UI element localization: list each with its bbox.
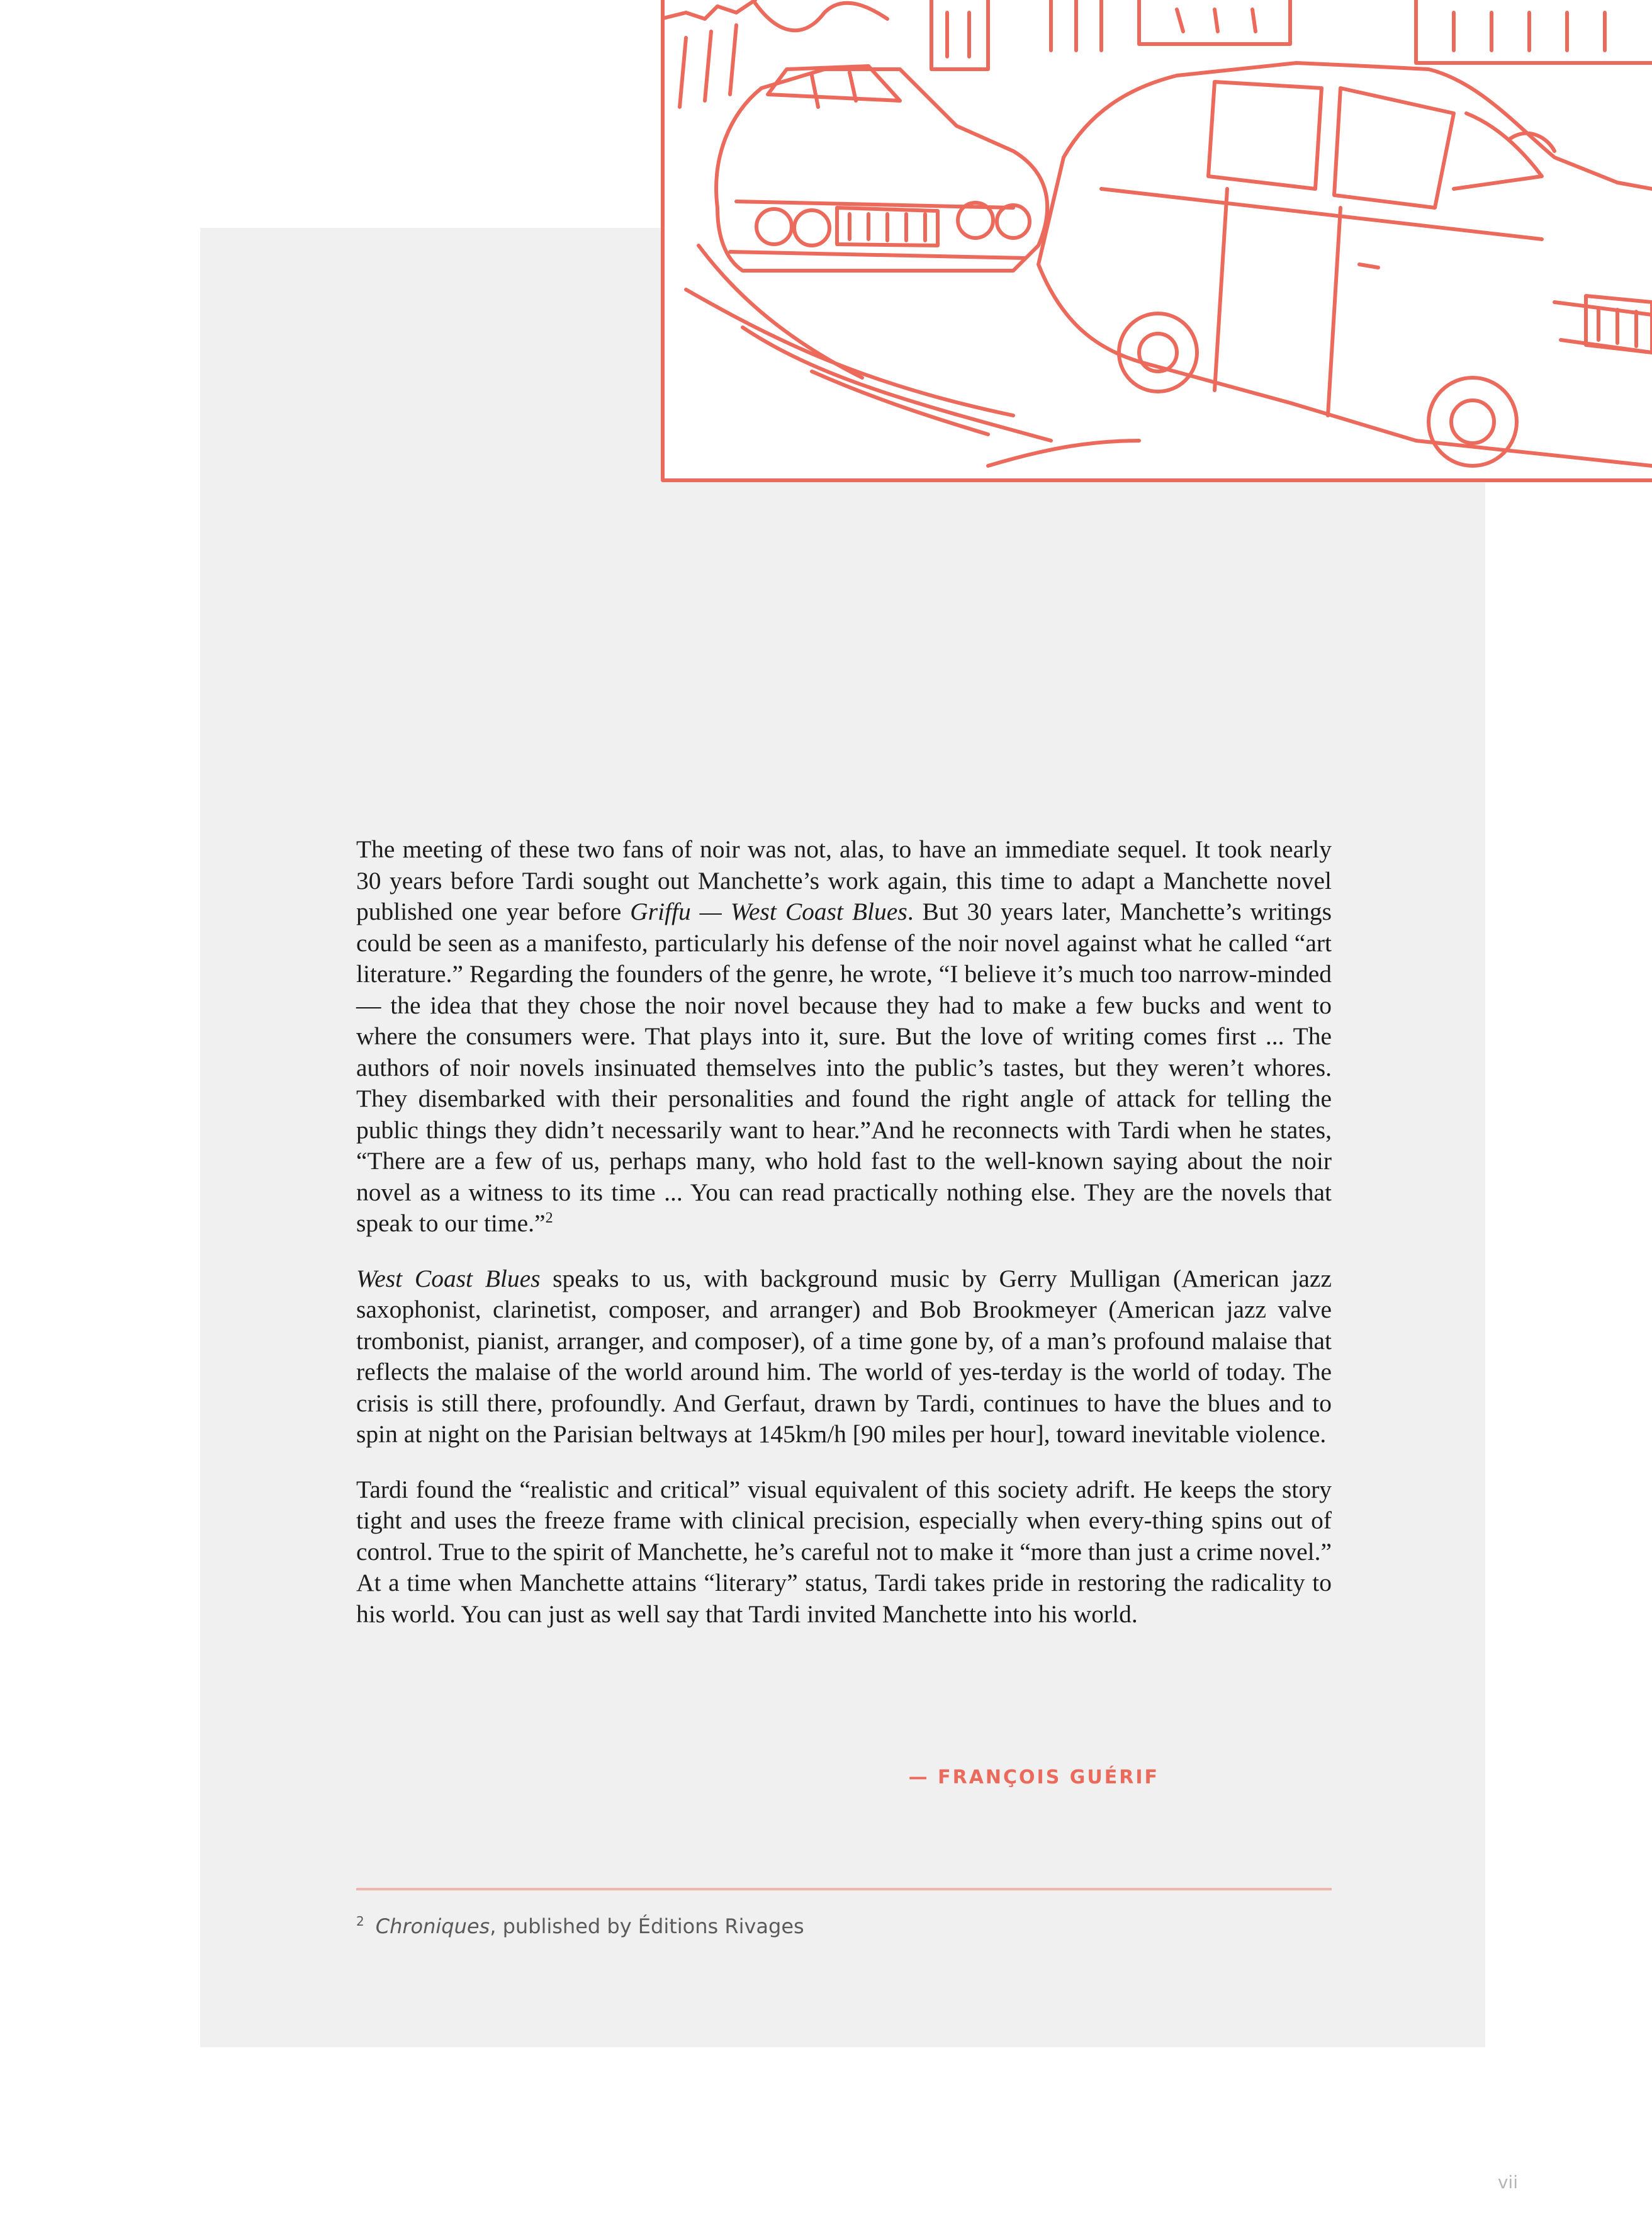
title-separator: — [690, 898, 731, 925]
book-title-west-coast-blues: West Coast Blues [730, 898, 907, 925]
paragraph-2 [356, 1263, 1332, 1450]
page-number: vii [1497, 2172, 1518, 2193]
paragraph-1-text-b: . But 30 years later, Manchette’s writings could be seen as a manifesto, particularly his defense of the noir novel against what he called “art literature.” Regarding the founders of the genre, he wrote, “I believe it’s much too narrow-minded — the idea that they chose the noir novel because they had to make a few bucks and went to where the consumers were. That plays into it, sure. But the love of writing comes first ... The authors of noir novels insinuated themselves into the public’s tastes, but they weren’t whores. They disembarked with their personalities and found the right angle of attack for telling the public things they didn’t necessarily want to hear.”And he reconnects with Tardi when he states, “There are a few of us, perhaps many, who hold fast to the well-known saying about the noir novel as a witness to its time ... You can read practically nothing else. They are the novels that speak to our time.” [356, 898, 1332, 1237]
book-title-griffu: Griffu [630, 898, 691, 925]
article-body [356, 834, 1332, 1654]
footnote [356, 1914, 1332, 1938]
car-illustration-drawing [661, 0, 1652, 482]
paragraph-2-text: speaks to us, with background music by Gerry Mulligan (American jazz saxophonist, clarinetist, composer, and arranger) and Bob Brookmeyer (American jazz valve trombonist, pianist, arranger, and composer), of a time gone by, of a man’s profound malaise that reflects the malaise of the world around him. The world of yes-terday is the world of today. The crisis is still there, profoundly. And Gerfaut, drawn by Tardi, continues to have the blues and to spin at night on the Parisian beltways at 145km/h [90 miles per hour], toward inevitable violence. [356, 1264, 1332, 1448]
footnote-divider [356, 1888, 1332, 1890]
paragraph-1 [356, 834, 1332, 1239]
author-signature: — FRANÇOIS GUÉRIF [908, 1766, 1159, 1788]
footnote-title: Chroniques [375, 1914, 490, 1938]
paragraph-1-text-a: The meeting of these two fans of noir was not, alas, to have an immediate sequel. It took nearly 30 years before Tardi sought out Manchette’s work again, this time to adapt a Manchette novel published one year before [356, 835, 1332, 925]
car-chase-illustration [661, 0, 1652, 482]
paragraph-3: Tardi found the “realistic and critical” visual equivalent of this society adrift. He keeps the story tight and uses the freeze frame with clinical precision, especially when every-thing spins out of control. True to the spirit of Manchette, he’s careful not to make it “more than just a crime novel.” At a time when Manchette attains “literary” status, Tardi takes pride in restoring the radicality to his world. You can just as well say that Tardi invited Manchette into his world. [356, 1475, 1332, 1628]
footnote-text: , published by Éditions Rivages [490, 1914, 804, 1938]
footnote-reference: 2 [545, 1210, 553, 1226]
footnote-marker: 2 [356, 1914, 364, 1929]
book-title-west-coast-blues: West Coast Blues [356, 1264, 541, 1292]
